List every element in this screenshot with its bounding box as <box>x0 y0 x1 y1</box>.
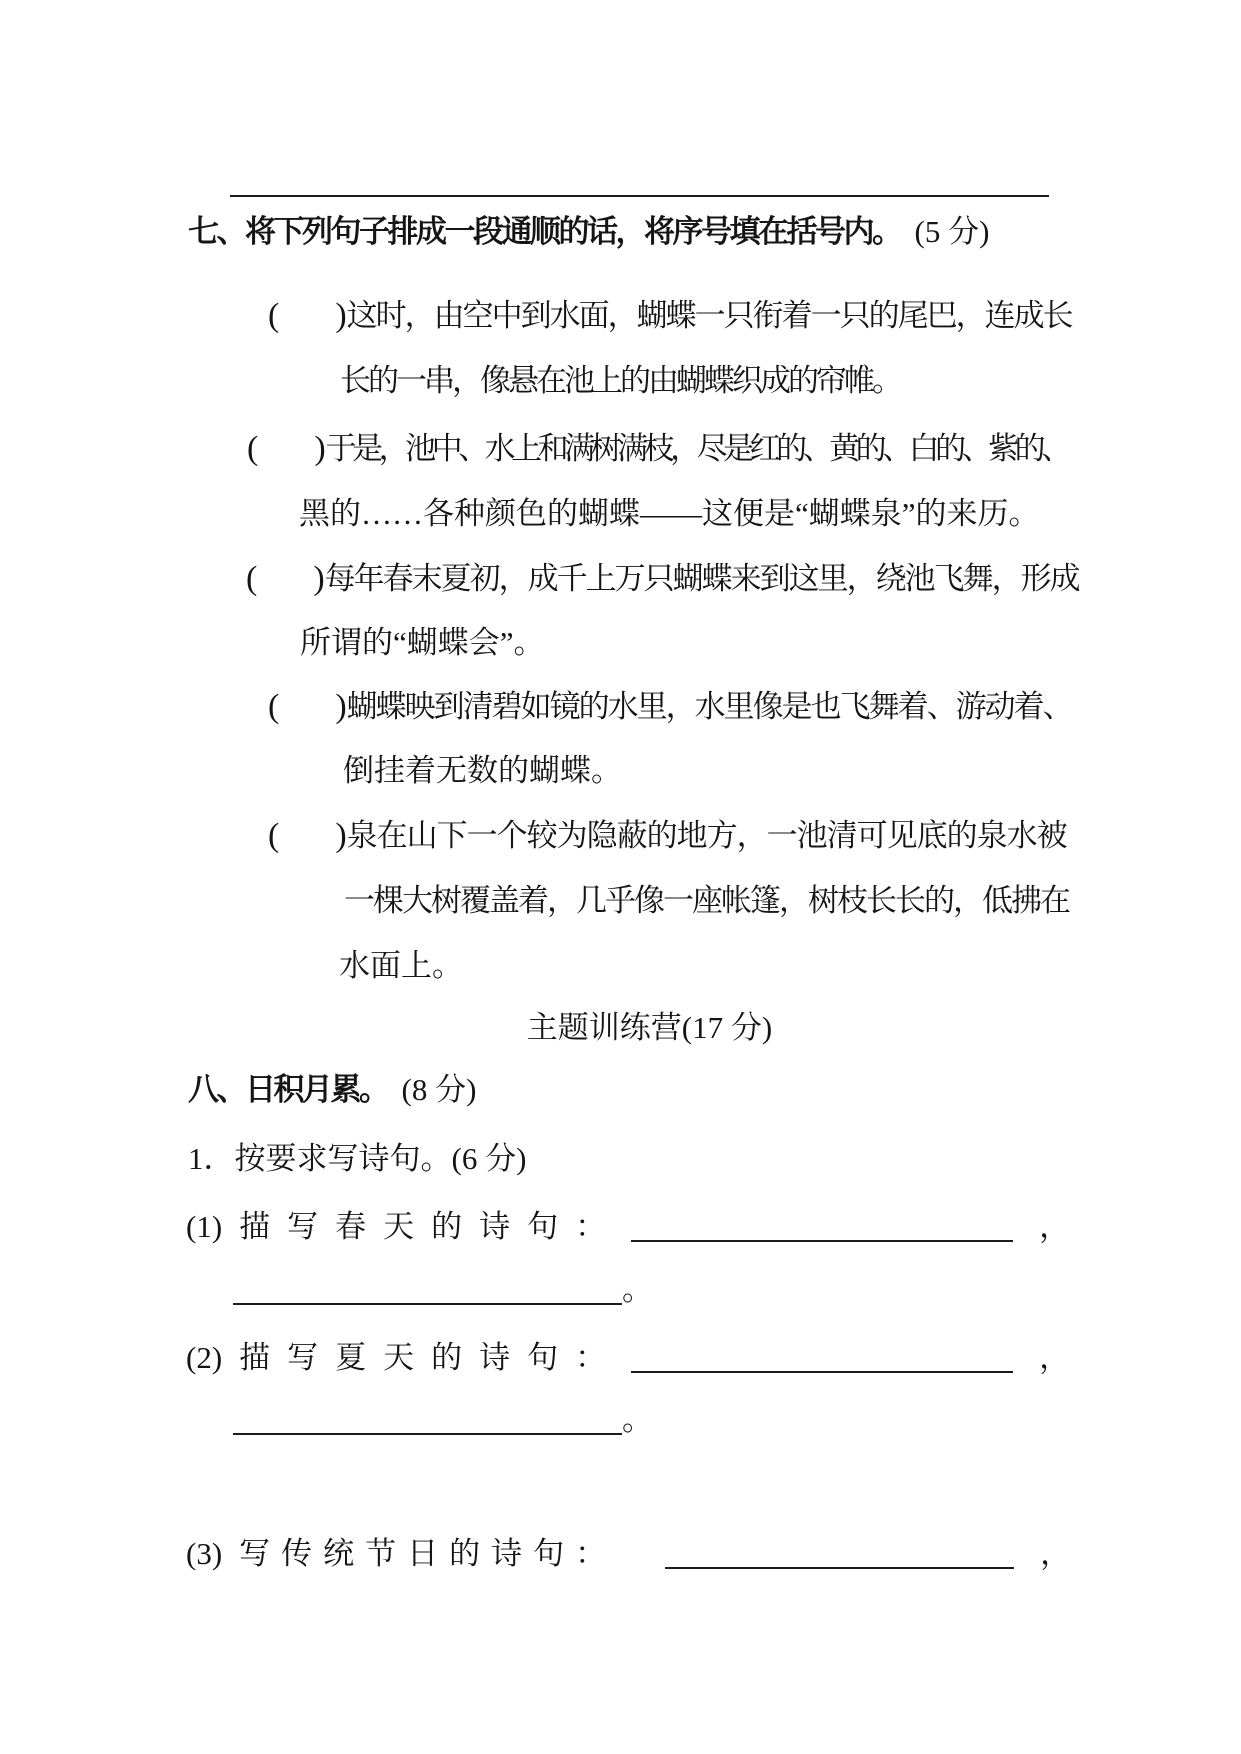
section-seven-title: 七、将下列句子排成一段通顺的话，将序号填在括号内。 <box>188 214 901 249</box>
question-number: (2) <box>186 1340 223 1375</box>
period-punctuation: 。 <box>622 1272 653 1307</box>
section-seven-heading <box>188 212 989 252</box>
sentence-item-3 <box>246 559 1079 599</box>
answer-bracket-open: ( <box>246 560 258 597</box>
answer-blank-line[interactable] <box>233 1303 622 1305</box>
answer-blank-line[interactable] <box>631 1371 1013 1373</box>
answer-bracket-close: ) <box>335 688 347 725</box>
question-row-3 <box>186 1533 1071 1575</box>
question-row-1 <box>186 1206 1070 1248</box>
sentence-item-1 <box>268 296 1072 336</box>
section-eight-title: 八、日积月累。 <box>188 1072 388 1107</box>
answer-bracket-open: ( <box>268 297 280 334</box>
answer-blank-line[interactable] <box>233 1433 622 1435</box>
sentence-item-5 <box>268 816 1067 856</box>
sentence-text: 泉在山下一个较为隐蔽的地方，一池清可见底的泉水被 <box>346 818 1067 853</box>
period-punctuation: 。 <box>622 1402 653 1437</box>
sentence-text: 一棵大树覆盖着，几乎像一座帐篷，树枝长长的，低拂在 <box>344 883 1069 918</box>
sentence-item-5-cont <box>344 881 1069 921</box>
answer-bracket-close: ) <box>314 430 326 467</box>
answer-blank-line[interactable] <box>631 1240 1013 1242</box>
sentence-item-4 <box>268 687 1072 727</box>
section-seven-score: (5 分) <box>914 214 990 249</box>
comma-punctuation: ， <box>1040 1536 1072 1571</box>
question-label: 描写夏天的诗句： <box>239 1340 624 1375</box>
sentence-text: 长的一串，像悬在池上的由蝴蝶织成的帘帷。 <box>340 363 900 398</box>
sentence-text: 倒挂着无数的蝴蝶。 <box>343 753 622 788</box>
sentence-item-2 <box>247 429 1068 469</box>
question-label: 描写春天的诗句： <box>239 1209 624 1244</box>
comma-punctuation: ， <box>1039 1209 1071 1244</box>
banner-title: 主题训练营(17 分) <box>526 1010 773 1045</box>
answer-line-row-2 <box>233 1399 653 1441</box>
sentence-item-2-cont <box>299 494 1040 534</box>
previous-answer-blank-line[interactable] <box>230 195 1049 197</box>
answer-bracket-open: ( <box>268 817 280 854</box>
question-row-2 <box>186 1337 1070 1379</box>
sentence-text: 黑的……各种颜色的蝴蝶——这便是“蝴蝶泉”的来历。 <box>299 496 1040 531</box>
comma-punctuation: ， <box>1039 1340 1071 1375</box>
question-number: (3) <box>186 1536 223 1571</box>
sentence-item-3-cont <box>300 623 545 663</box>
sentence-item-4-cont <box>343 751 622 791</box>
answer-line-row-1 <box>233 1269 653 1311</box>
answer-bracket-close: ) <box>335 297 347 334</box>
answer-bracket-open: ( <box>268 688 280 725</box>
answer-bracket-close: ) <box>313 560 325 597</box>
sentence-item-5-cont2 <box>339 946 463 986</box>
answer-blank-line[interactable] <box>665 1567 1014 1569</box>
sentence-text: 水面上。 <box>339 948 463 983</box>
sentence-text: 蝴蝶映到清碧如镜的水里，水里像是也飞舞着、游动着、 <box>346 689 1072 724</box>
sentence-text: 所谓的“蝴蝶会”。 <box>300 625 545 660</box>
sub-question-1: 1．按要求写诗句。(6 分) <box>188 1141 527 1176</box>
question-label: 写传统节日的诗句： <box>239 1536 618 1571</box>
sentence-text: 每年春末夏初，成千上万只蝴蝶来到这里，绕池飞舞，形成 <box>324 561 1079 596</box>
answer-bracket-open: ( <box>247 430 259 467</box>
sentence-text: 这时，由空中到水面，蝴蝶一只衔着一只的尾巴，连成长 <box>346 298 1072 333</box>
section-eight-heading <box>188 1070 476 1110</box>
sentence-item-1-cont <box>340 361 900 401</box>
section-eight-score: (8 分) <box>401 1072 477 1107</box>
answer-bracket-close: ) <box>335 817 347 854</box>
question-number: (1) <box>186 1209 223 1244</box>
sentence-text: 于是，池中、水上和满树满枝，尽是红的、黄的、白的、紫的、 <box>325 431 1068 466</box>
